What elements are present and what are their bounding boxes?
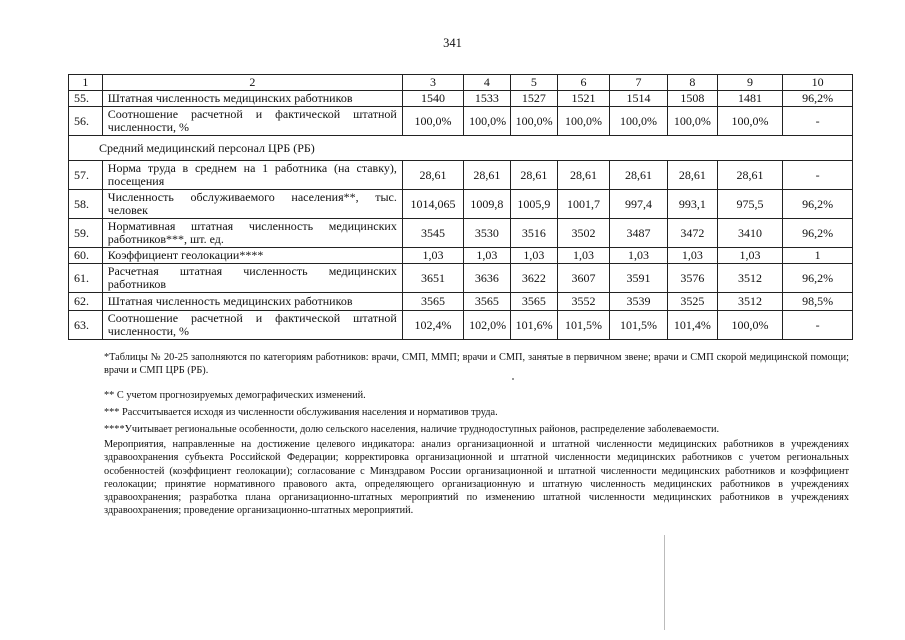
- value-cell: 3472: [668, 219, 718, 248]
- row-number: 55.: [69, 91, 103, 107]
- value-cell: 100,0%: [717, 311, 783, 340]
- value-cell: 100,0%: [510, 107, 558, 136]
- value-cell: 1001,7: [558, 190, 610, 219]
- header-cell: 7: [609, 75, 667, 91]
- table-row: [69, 190, 853, 219]
- value-cell: 98,5%: [783, 293, 853, 311]
- header-cell: 9: [717, 75, 783, 91]
- value-cell: 28,61: [510, 161, 558, 190]
- value-cell: 993,1: [668, 190, 718, 219]
- value-cell: 28,61: [464, 161, 510, 190]
- value-cell: 28,61: [402, 161, 463, 190]
- header-cell: 10: [783, 75, 853, 91]
- value-cell: 3487: [609, 219, 667, 248]
- value-cell: 96,2%: [783, 190, 853, 219]
- section-title: Средний медицинский персонал ЦРБ (РБ): [69, 136, 403, 161]
- row-number: 63.: [69, 311, 103, 340]
- value-cell: 101,5%: [558, 311, 610, 340]
- table-row: [69, 219, 853, 248]
- value-cell: 3591: [609, 264, 667, 293]
- row-label: Расчетная штатная численность медицинских работников: [102, 264, 402, 293]
- value-cell: 1,03: [510, 248, 558, 264]
- row-label: Соотношение расчетной и фактической штатной численности, %: [102, 107, 402, 136]
- value-cell: 100,0%: [558, 107, 610, 136]
- value-cell: 1521: [558, 91, 610, 107]
- value-cell: 3525: [668, 293, 718, 311]
- row-number: 61.: [69, 264, 103, 293]
- value-cell: 1508: [668, 91, 718, 107]
- value-cell: 1,03: [609, 248, 667, 264]
- value-cell: 3576: [668, 264, 718, 293]
- value-cell: 28,61: [717, 161, 783, 190]
- row-number: 58.: [69, 190, 103, 219]
- value-cell: 3651: [402, 264, 463, 293]
- value-cell: 3636: [464, 264, 510, 293]
- row-label: Соотношение расчетной и фактической штатной численности, %: [102, 311, 402, 340]
- header-cell: 8: [668, 75, 718, 91]
- value-cell: 100,0%: [609, 107, 667, 136]
- value-cell: 102,4%: [402, 311, 463, 340]
- value-cell: -: [783, 161, 853, 190]
- value-cell: 3512: [717, 264, 783, 293]
- value-cell: -: [783, 311, 853, 340]
- value-cell: 3565: [510, 293, 558, 311]
- value-cell: 3607: [558, 264, 610, 293]
- value-cell: 101,6%: [510, 311, 558, 340]
- value-cell: -: [783, 107, 853, 136]
- value-cell: 3516: [510, 219, 558, 248]
- value-cell: 102,0%: [464, 311, 510, 340]
- header-cell: 2: [102, 75, 402, 91]
- value-cell: 100,0%: [402, 107, 463, 136]
- section-spacer: [402, 136, 782, 161]
- value-cell: 1481: [717, 91, 783, 107]
- footnote-geolocation: ****Учитывает региональные особенности, долю сельского населения, наличие труднодоступных районов, распределение заболеваемости.: [104, 424, 720, 435]
- measures-paragraph: Мероприятия, направленные на достижение целевого индикатора: анализ организационной и штатной численности медицинских работников в учреждениях здравоохранения субъекта Российской Федерации; корректировка организационной и штатной численности медицинских работников с учетом региональных особенностей (коэффициент геолокации); согласование с Минздравом России организационной и штатной численности медицинских работников и коэффициент геолокации; принятие нормативного правового акта, определяющего организационную и штатную численность медицинских работников в учреждениях здравоохранения; разработка плана организационно-штатных мероприятий по изменению штатной численности медицинских работников в учреждениях здравоохранения; проведение организационно-штатных мероприятий.: [104, 439, 849, 517]
- value-cell: 1,03: [717, 248, 783, 264]
- value-cell: 3539: [609, 293, 667, 311]
- section-spacer: [783, 136, 853, 161]
- table-row: [69, 161, 853, 190]
- scan-artifact-line: [664, 535, 665, 630]
- value-cell: 96,2%: [783, 91, 853, 107]
- row-number: 60.: [69, 248, 103, 264]
- value-cell: 101,5%: [609, 311, 667, 340]
- value-cell: 3552: [558, 293, 610, 311]
- value-cell: 96,2%: [783, 264, 853, 293]
- value-cell: 3565: [464, 293, 510, 311]
- row-number: 56.: [69, 107, 103, 136]
- value-cell: 3565: [402, 293, 463, 311]
- value-cell: 101,4%: [668, 311, 718, 340]
- value-cell: 28,61: [609, 161, 667, 190]
- header-cell: 4: [464, 75, 510, 91]
- value-cell: 1,03: [558, 248, 610, 264]
- header-cell: 6: [558, 75, 610, 91]
- header-cell: 3: [402, 75, 463, 91]
- section-row: [69, 136, 853, 161]
- value-cell: 3502: [558, 219, 610, 248]
- value-cell: 28,61: [668, 161, 718, 190]
- value-cell: 100,0%: [668, 107, 718, 136]
- value-cell: 100,0%: [464, 107, 510, 136]
- table-row: [69, 248, 853, 264]
- value-cell: 1014,065: [402, 190, 463, 219]
- table-row: [69, 293, 853, 311]
- header-cell: 1: [69, 75, 103, 91]
- row-number: 57.: [69, 161, 103, 190]
- value-cell: 1,03: [402, 248, 463, 264]
- table-row: [69, 107, 853, 136]
- row-number: 59.: [69, 219, 103, 248]
- value-cell: 1005,9: [510, 190, 558, 219]
- value-cell: 1514: [609, 91, 667, 107]
- footnote-table-categories: *Таблицы № 20-25 заполняются по категориям работников: врачи, СМП, ММП; врачи и СМП, занятые в первичном звене; врачи и СМП скорой медицинской помощи; врачи и СМП ЦРБ (РБ).: [104, 352, 849, 377]
- value-cell: 100,0%: [717, 107, 783, 136]
- table-row: [69, 264, 853, 293]
- row-number: 62.: [69, 293, 103, 311]
- row-label: Норма труда в среднем на 1 работника (на ставку), посещения: [102, 161, 402, 190]
- value-cell: 3410: [717, 219, 783, 248]
- value-cell: 96,2%: [783, 219, 853, 248]
- value-cell: 1,03: [668, 248, 718, 264]
- footnote-calculation: *** Рассчитывается исходя из численности обслуживания населения и нормативов труда.: [104, 407, 498, 418]
- table-row: [69, 311, 853, 340]
- row-label: Коэффициент геолокации****: [102, 248, 402, 264]
- value-cell: 1527: [510, 91, 558, 107]
- row-label: Нормативная штатная численность медицинских работников***, шт. ед.: [102, 219, 402, 248]
- page-number: 341: [443, 36, 462, 50]
- scan-speck: [512, 378, 514, 380]
- value-cell: 1540: [402, 91, 463, 107]
- value-cell: 1009,8: [464, 190, 510, 219]
- value-cell: 997,4: [609, 190, 667, 219]
- indicator-table: [68, 74, 853, 340]
- row-label: Штатная численность медицинских работников: [102, 293, 402, 311]
- header-cell: 5: [510, 75, 558, 91]
- row-label: Численность обслуживаемого населения**, тыс. человек: [102, 190, 402, 219]
- value-cell: 1: [783, 248, 853, 264]
- value-cell: 3622: [510, 264, 558, 293]
- value-cell: 3545: [402, 219, 463, 248]
- table-header-row: [69, 75, 853, 91]
- value-cell: 3512: [717, 293, 783, 311]
- footnote-demographics: ** С учетом прогнозируемых демографических изменений.: [104, 390, 366, 401]
- value-cell: 3530: [464, 219, 510, 248]
- row-label: Штатная численность медицинских работников: [102, 91, 402, 107]
- value-cell: 1533: [464, 91, 510, 107]
- value-cell: 975,5: [717, 190, 783, 219]
- value-cell: 1,03: [464, 248, 510, 264]
- value-cell: 28,61: [558, 161, 610, 190]
- table-row: [69, 91, 853, 107]
